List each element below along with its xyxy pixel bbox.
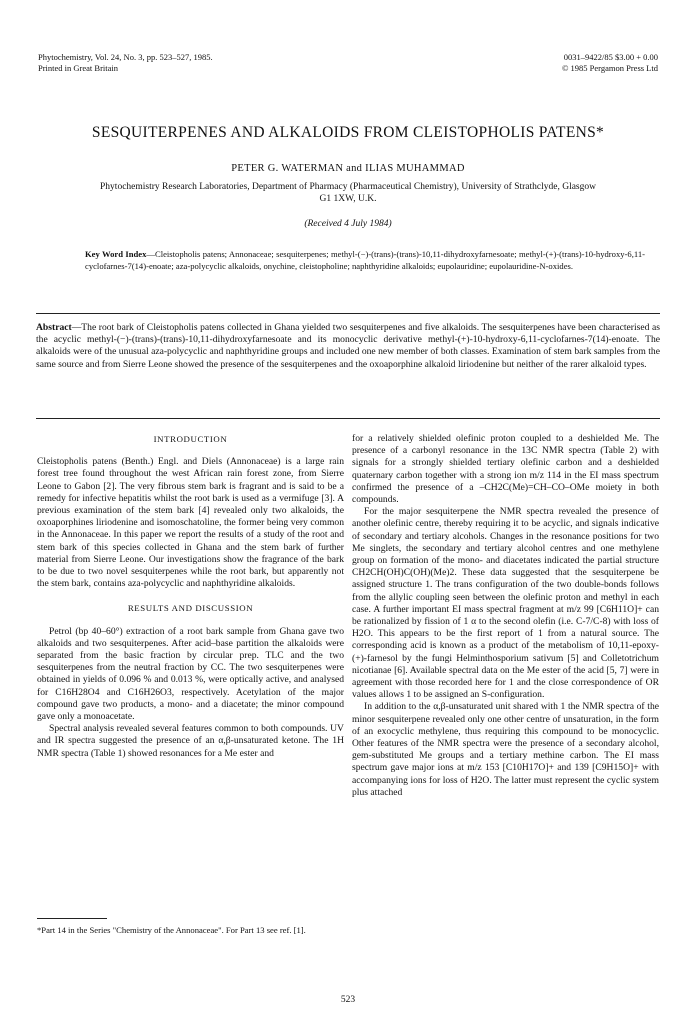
affiliation-line-2: G1 1XW, U.K. xyxy=(319,194,377,204)
publisher-code xyxy=(562,52,658,73)
results-paragraph-1: Petrol (bp 40–60°) extraction of a root bark sample from Ghana gave two alkaloids and two sesquiterpenes. After acid–base partition the alkaloids were separated from the basic fraction by circular prep. TLC and the two sesquiterpenes from the neutral fraction by CC. The two sesquiterpenes were obtained in yields of 0.096 % and 0.013 %, were optically active, and analysed for C16H28O4 and C16H26O3, respectively. Acetylation of the major compound gave two products, a mono- and a diacetate; the minor compound gave only a monoacetate. xyxy=(37,625,344,723)
intro-paragraph: Cleistopholis patens (Benth.) Engl. and Diels (Annonaceae) is a large rain forest tree found throughout the west African rain forest zone, from Sierre Leone to Gabon [2]. The very fibrous stem bark is fragrant and is said to be a remedy for infective hepatitis whilst the root bark is used as a vermifuge [3]. A previous examination of the stem bark [4] revealed only two alkaloids, the oxoaporphines liriodenine and isomoschatoline, the former being very common in the Annonaceae. In this paper we report the results of a study of the root and stem bark of this species collected in Ghana and the stem bark of further material from Sierre Leone. Our investigations show the fragrance of the bark to be due to two novel sesquiterpenes while the root bark, but apparently not the stem bark, contains aza-polycyclic and naphthyridine alkaloids. xyxy=(37,456,344,590)
left-column xyxy=(37,433,344,760)
journal-line-1: Phytochemistry, Vol. 24, No. 3, pp. 523–527, 1985. xyxy=(38,52,213,62)
received-date: (Received 4 July 1984) xyxy=(304,219,392,229)
abstract xyxy=(36,322,660,371)
code-line-2: © 1985 Pergamon Press Ltd xyxy=(561,62,658,73)
right-column xyxy=(352,433,659,799)
journal-citation xyxy=(38,52,213,73)
article-authors: PETER G. WATERMAN and ILIAS MUHAMMAD xyxy=(231,163,465,174)
right-paragraph-1: for a relatively shielded olefinic proton coupled to a deshielded Me. The presence of a carbonyl resonance in the 13C NMR spectra (Table 2) with signals for a strongly shielded tertiary olefinic carbon and a deshielded quaternary carbon together with a strong ion m/z 114 in the EI mass spectrum confirmed the presence of a –CH2C(Me)=CH–CO–OMe moiety in both compounds. xyxy=(352,433,659,506)
keyword-index xyxy=(85,249,645,272)
keyword-label: Key Word Index xyxy=(85,249,147,259)
right-paragraph-3: In addition to the α,β-unsaturated unit shared with 1 the NMR spectra of the minor sesquiterpene revealed only one other centre of unsaturation, in the form of an exocyclic methylene, thus requiring this compound to be monocyclic. Other features of the NMR spectra were the presence of a secondary alcohol, gem-substituted Me groups and a tertiary methine carbon. The EI mass spectrum gave major ions at m/z 153 [C10H17O]+ and 139 [C9H15O]+ with accompanying ions for loss of H2O. The latter must represent the cyclic system plus attached xyxy=(352,701,659,798)
abstract-text: —The root bark of Cleistopholis patens collected in Ghana yielded two sesquiterpenes and five alkaloids. The sesquiterpenes have been characterised as the acyclic methyl-(−)-(trans)-(trans)-10,11-dihydroxyfarnesoate and its monocyclic derivative methyl-(+)-10-hydroxy-6,11-cyclofarnes-7(14)-enoate. The alkaloids were of the unusual aza-polycyclic and naphthyridine groups and included one new member of both classes. Examination of stem bark samples from the same source and from Sierre Leone showed the presence of the sesquiterpenes and the oxoaporphine alkaloid liriodenine but neither of the rarer alkaloid types. xyxy=(36,322,660,370)
results-paragraph-2: Spectral analysis revealed several features common to both compounds. UV and IR spectra suggested the presence of an α,β-unsaturated ketone. The 1H NMR spectra (Table 1) showed resonances for a Me ester and xyxy=(37,723,344,759)
page-number: 523 xyxy=(340,995,356,1005)
code-line-1: 0031–9422/85 $3.00 + 0.00 xyxy=(563,52,658,62)
footnote-rule xyxy=(37,918,107,919)
right-paragraph-2: For the major sesquiterpene the NMR spectra revealed the presence of another olefinic centre, thereby requiring it to be acyclic, and signals indicative of secondary and tertiary alcohols. Changes in the resonance positions for two Me singlets, the secondary and tertiary alcohol centres and one methylene group on formation of the mono- and diacetates indicated the partial structure CH2CH(OH)C(OH)(Me)2. These data suggested that the sesquiterpene be assigned structure 1. The trans configuration of the two double-bonds follows from the allylic coupling seen between the olefinic proton and methyl in each case. A further important EI mass spectral fragment at m/z 99 [C6H11O]+ can be rationalized by fission of 1 α to the second olefin (i.e. C-7/C-8) with loss of H2O. This appears to be the first report of 1 from a natural source. The corresponding acid is known as a product of the metabolism of 10,11-epoxy-(+)-farnesol by the fungi Helminthosporium sativum [5] and Colletotrichum nicotianae [6]. Available spectral data on the Me ester of the acid [5, 7] were in agreement with those recorded here for 1 and the close correspondence of OR values allows 1 to be assigned an S-configuration. xyxy=(352,506,659,701)
journal-line-2: Printed in Great Britain xyxy=(38,62,119,73)
section-heading-results: RESULTS AND DISCUSSION xyxy=(127,603,254,614)
keyword-text: —Cleistopholis patens; Annonaceae; sesquiterpenes; methyl-(−)-(trans)-(trans)-10,11-dihydroxyfarnesoate; methyl-(+)-(trans)-10-hydroxy-6,11-cyclofarnes-7(14)-enoate; aza-polycyclic alkaloids, onychine, cleistopholine; naphthyridine alkaloids; eupolauridine; eupolauridine-N-oxides. xyxy=(85,249,645,271)
affiliation xyxy=(38,181,658,205)
footnote: *Part 14 in the Series "Chemistry of the Annonaceae". For Part 13 see ref. [1]. xyxy=(37,925,306,935)
abstract-bottom-rule xyxy=(36,418,660,419)
section-heading-introduction: INTRODUCTION xyxy=(153,434,228,444)
abstract-label: Abstract xyxy=(36,322,72,333)
affiliation-line-1: Phytochemistry Research Laboratories, Department of Pharmacy (Pharmaceutical Chemistry), University of Strathclyde, Glasgow xyxy=(100,182,596,192)
article-title: SESQUITERPENES AND ALKALOIDS FROM CLEISTOPHOLIS PATENS* xyxy=(91,124,605,141)
abstract-top-rule xyxy=(36,313,660,314)
